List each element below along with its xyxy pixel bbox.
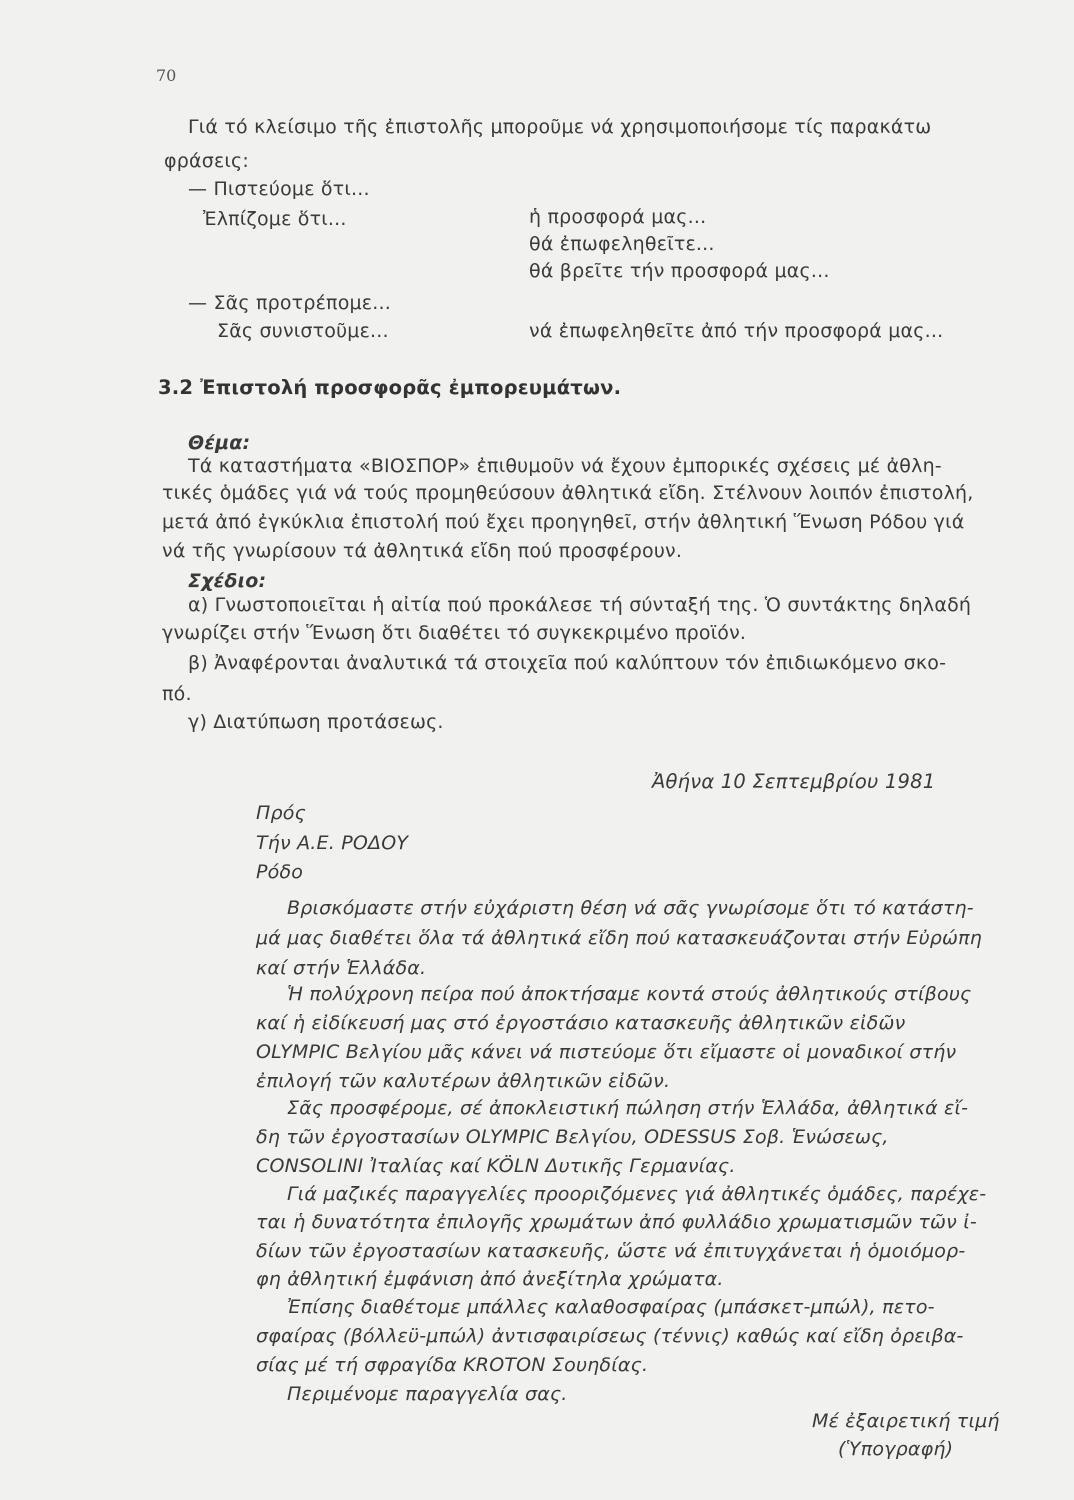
letter-body-line: ἐπιλογή τῶν καλυτέρων ἀθλητικῶν εἰδῶν. (256, 1070, 671, 1092)
phrase-right: νά ἐπωφεληθεῖτε ἀπό τήν προσφορά μας... (529, 320, 944, 342)
letter-body-line: δη τῶν ἐργοστασίων OLYMPIC Βελγίου, ODESSUS Σοβ. Ἑνώσεως, (256, 1126, 889, 1148)
letter-body-line: ται ἡ δυνατότητα ἐπιλογῆς χρωμάτων ἀπό φυλλάδιο χρωματισμῶν τῶν ἰ- (256, 1211, 977, 1233)
plan-line: α) Γνωστοποιεῖται ἡ αἰτία πού προκάλεσε τή σύνταξή της. Ὁ συντάκτης δηλαδή (188, 594, 972, 616)
plan-line: πό. (162, 683, 192, 705)
plan-line: β) Ἀναφέρονται ἀναλυτικά τά στοιχεῖα πού καλύπτουν τόν ἐπιδιωκόμενο σκο- (188, 652, 947, 674)
phrase-left: — Πιστεύομε ὅτι... (188, 178, 370, 200)
letter-body-line: OLYMPIC Βελγίου μᾶς κάνει νά πιστεύομε ὅτι εἴμαστε οἱ μοναδικοί στήν (256, 1041, 957, 1063)
page-number: 70 (156, 66, 177, 85)
plan-line: γνωρίζει στήν Ἕνωση ὅτι διαθέτει τό συγκεκριμένο προϊόν. (162, 622, 747, 644)
phrase-left: — Σᾶς προτρέπομε... (188, 292, 391, 314)
letter-body-line: σίας μέ τή σφραγίδα KROTON Σουηδίας. (256, 1354, 649, 1376)
letter-body-line: μά μας διαθέτει ὅλα τά ἀθλητικά εἴδη πού κατασκευάζονται στήν Εὐρώπη (256, 927, 983, 949)
letter-body-line: Σᾶς προσφέρομε, σέ ἀποκλειστική πώληση στήν Ἑλλάδα, ἀθλητικά εἴ- (287, 1097, 969, 1119)
letter-body-line: καί ἡ εἰδίκευσή μας στό ἐργοστάσιο κατασκευῆς ἀθλητικῶν εἰδῶν (256, 1012, 906, 1034)
letter-body-line: φη ἀθλητική ἐμφάνιση ἀπό ἀνεξίτηλα χρώματα. (256, 1268, 724, 1290)
plan-line: γ) Διατύπωση προτάσεως. (188, 711, 444, 733)
letter-signature: (Ὑπογραφή) (838, 1438, 954, 1460)
letter-body-line: Βρισκόμαστε στήν εὐχάριστη θέση νά σᾶς γνωρίσομε ὅτι τό κατάστη- (287, 897, 974, 919)
letter-body-line: CONSOLINI Ἰταλίας καί KÖLN Δυτικῆς Γερμανίας. (256, 1155, 736, 1177)
letter-body-line: Ἐπίσης διαθέτομε μπάλλες καλαθοσφαίρας (μπάσκετ-μπώλ), πετο- (287, 1296, 935, 1318)
phrase-right: ἡ προσφορά μας... (529, 206, 707, 228)
letter-body-line: Περιμένομε παραγγελία σας. (287, 1383, 568, 1405)
address-line: Τήν Α.Ε. ΡΟΔΟΥ (256, 832, 409, 854)
topic-line: μετά ἀπό ἐγκύκλια ἐπιστολή πού ἔχει προηγηθεῖ, στήν ἀθλητική Ἕνωση Ρόδου γιά (162, 511, 965, 533)
letter-body-line: δίων τῶν ἐργοστασίων κατασκευῆς, ὥστε νά ἐπιτυγχάνεται ἡ ὁμοιόμορ- (256, 1240, 966, 1262)
phrase-right: θά ἐπωφεληθεῖτε... (529, 233, 715, 255)
letter-body-line: Γιά μαζικές παραγγελίες προοριζόμενες γιά ἀθλητικές ὁμάδες, παρέχε- (287, 1183, 987, 1205)
topic-line: Τά καταστήματα «ΒΙΟΣΠΟΡ» ἐπιθυμοῦν νά ἔχουν ἐμπορικές σχέσεις μέ ἀθλη- (188, 455, 942, 477)
letter-closing: Μέ ἐξαιρετική τιμή (812, 1410, 1000, 1432)
phrase-right: θά βρεῖτε τήν προσφορά μας... (529, 260, 830, 282)
intro-line: Γιά τό κλείσιμο τῆς ἐπιστολῆς μποροῦμε νά χρησιμοποιήσομε τίς παρακάτω (188, 116, 932, 138)
plan-label: Σχέδιο: (188, 570, 267, 592)
topic-label: Θέμα: (188, 432, 251, 454)
address-line: Πρός (256, 802, 306, 824)
address-line: Ρόδο (256, 861, 304, 883)
phrase-left: Ἐλπίζομε ὅτι... (203, 208, 347, 230)
topic-line: τικές ὁμάδες γιά νά τούς προμηθεύσουν ἀθλητικά εἴδη. Στέλνουν λοιπόν ἐπιστολή, (162, 482, 974, 504)
section-heading: 3.2 Ἐπιστολή προσφορᾶς ἐμπορευμάτων. (158, 376, 622, 399)
letter-body-line: σφαίρας (βόλλεϋ-μπώλ) ἀντισφαιρίσεως (τέννις) καθώς καί εἴδη ὀρειβα- (256, 1325, 964, 1347)
letter-body-line: καί στήν Ἑλλάδα. (256, 957, 427, 979)
letter-body-line: Ἡ πολύχρονη πείρα πού ἀποκτήσαμε κοντά στούς ἀθλητικούς στίβους (287, 983, 972, 1005)
letter-date: Ἀθήνα 10 Σεπτεμβρίου 1981 (652, 770, 936, 793)
intro-line: φράσεις: (164, 150, 250, 172)
topic-line: νά τῆς γνωρίσουν τά ἀθλητικά εἴδη πού προσφέρουν. (162, 540, 683, 562)
phrase-left: Σᾶς συνιστοῦμε... (217, 320, 389, 342)
